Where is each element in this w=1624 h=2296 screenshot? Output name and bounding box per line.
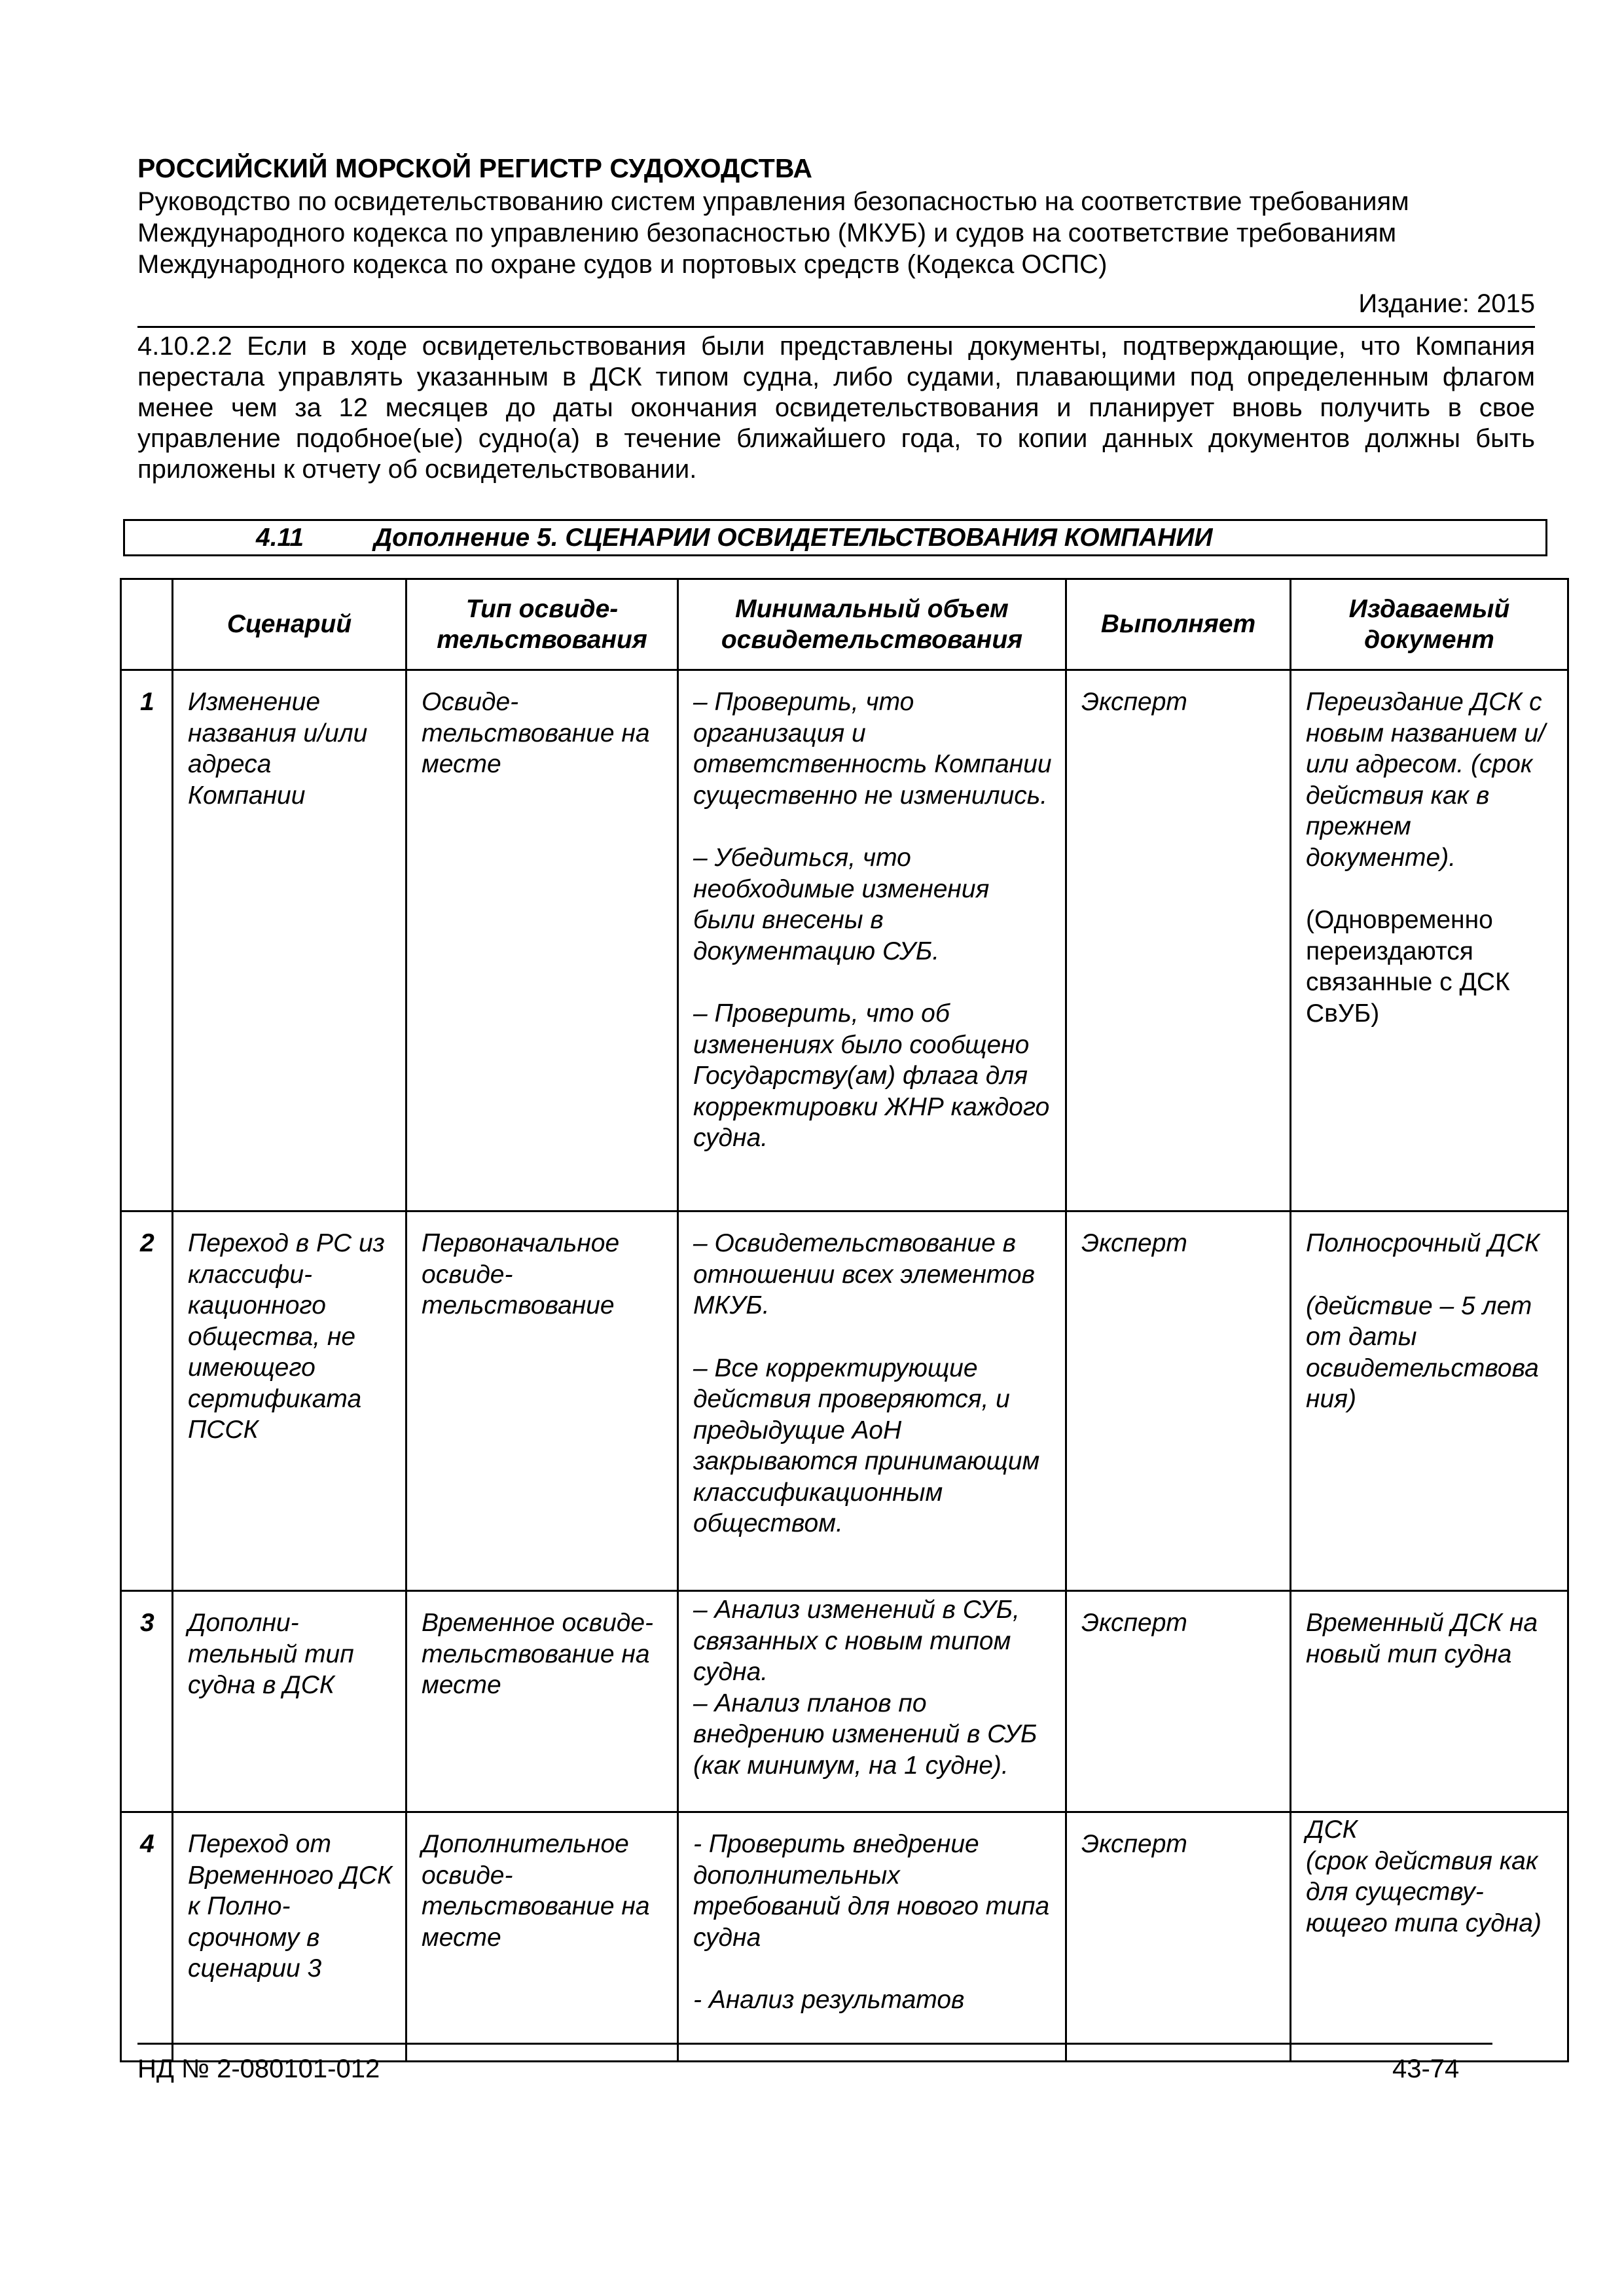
subtitle-line: Международного кодекса по управлению безопасностью (МКУБ) и судов на соответствие требованиям [137, 219, 1397, 247]
document-remark: (Одновременно переиздаются связанные с ДСК СвУБ) [1306, 906, 1510, 1028]
survey-type-cell: Первоначальное освиде- тельствование [406, 1211, 678, 1591]
section-title: Дополнение 5. СЦЕНАРИИ ОСВИДЕТЕЛЬСТВОВАНИЯ КОМПАНИИ [374, 524, 1213, 552]
scenarios-table [120, 578, 1569, 2062]
scenario-cell: Переход в РС из классифи- кационного общества, не имеющего сертификата ПССК [173, 1211, 406, 1591]
document-name: ДСК [1306, 1816, 1358, 1844]
row-number: 3 [121, 1591, 173, 1812]
scope-item: - Проверить внедрение дополнительных требований для нового типа судна [693, 1830, 1050, 1952]
scope-cell [678, 670, 1066, 1211]
scenario-cell: Переход от Временного ДСК к Полно- срочному в сценарии 3 [173, 1812, 406, 2062]
scope-item: – Анализ изменений в СУБ, связанных с новым типом судна. [693, 1596, 1020, 1686]
header-cell-scenario: Сценарий [173, 579, 406, 670]
subtitle-line: Международного кодекса по охране судов и портовых средств (Кодекса ОСПС) [137, 250, 1108, 279]
scope-cell [678, 1812, 1066, 2062]
page-number: 43-74 [1392, 2054, 1460, 2083]
performer-cell: Эксперт [1066, 1812, 1291, 2062]
scope-item: – Убедиться, что необходимые изменения были внесены в документацию СУБ. [693, 844, 990, 965]
header-cell-performer: Выполняет [1066, 579, 1291, 670]
scope-cell [678, 1591, 1066, 1812]
subtitle-line: Руководство по освидетельствованию систем управления безопасностью на соответствие требованиям [137, 187, 1409, 216]
scope-item: – Проверить, что об изменениях было сообщено Государству(ам) флага для корректировки ЖНР каждого судна. [693, 999, 1050, 1152]
table-row [121, 1812, 1568, 2062]
performer-cell: Эксперт [1066, 1591, 1291, 1812]
footer-divider [137, 2043, 1492, 2045]
header-cell-document: Издаваемый документ [1291, 579, 1568, 670]
table-row [121, 1591, 1568, 1812]
document-cell [1291, 1812, 1568, 2062]
survey-type-cell: Временное освиде- тельствование на месте [406, 1591, 678, 1812]
scope-cell [678, 1211, 1066, 1591]
scope-item: – Анализ планов по внедрению изменений в СУБ (как минимум, на 1 судне). [693, 1689, 1038, 1780]
edition-label: Издание: 2015 [1358, 289, 1535, 318]
section-number: 4.11 [256, 524, 304, 552]
document-validity: (срок действия как в прежнем документе). [1306, 750, 1533, 872]
document-name: Полносрочный ДСК [1306, 1229, 1540, 1257]
survey-type-cell: Освиде- тельствование на месте [406, 670, 678, 1211]
section-heading [123, 519, 1547, 556]
table-row [121, 670, 1568, 1211]
scope-item: – Освидетельствование в отношении всех элементов МКУБ. [693, 1229, 1035, 1319]
document-cell: Временный ДСК на новый тип судна [1291, 1591, 1568, 1812]
paragraph-4-10-2-2: 4.10.2.2 Если в ходе освидетельствования были представлены документы, подтверждающие, что Компания перестала управлять указанным в ДСК типом судна, либо судами, плавающими под определенным флагом менее чем за 12 месяцев до даты окончания освидетельствования и планирует вновь получить в свое управление подобное(ые) судно(а) в течение ближайшего года, то копии данных документов должны быть приложены к отчету об освидетельствовании. [137, 332, 1535, 484]
document-validity: (действие – 5 лет от даты освидетельствова ния) [1306, 1291, 1539, 1413]
scope-item: – Все корректирующие действия проверяются, и предыдущие АоН закрываются принимающим классификационным обществом. [693, 1354, 1040, 1537]
scope-item: – Проверить, что организация и ответственность Компании существенно не изменились. [693, 688, 1052, 810]
document-name: Переиздание ДСК с новым названием и/или адресом. [1306, 688, 1545, 778]
document-cell [1291, 670, 1568, 1211]
document-cell [1291, 1211, 1568, 1591]
document-number: НД № 2-080101-012 [137, 2054, 380, 2083]
row-number: 4 [121, 1812, 173, 2062]
scenario-cell: Изменение названия и/или адреса Компании [173, 670, 406, 1211]
performer-cell: Эксперт [1066, 1211, 1291, 1591]
table-row [121, 1211, 1568, 1591]
table-header-row [121, 579, 1568, 670]
header-cell-type: Тип освиде- тельствования [406, 579, 678, 670]
document-validity: (срок действия как для существу- ющего типа судна) [1306, 1846, 1542, 1937]
organization-name: РОССИЙСКИЙ МОРСКОЙ РЕГИСТР СУДОХОДСТВА [137, 153, 813, 183]
header-cell-scope: Минимальный объем освидетельствования [678, 579, 1066, 670]
document-header [137, 152, 1535, 319]
performer-cell: Эксперт [1066, 670, 1291, 1211]
header-cell-number [121, 579, 173, 670]
scope-item: - Анализ результатов [693, 1986, 965, 2014]
survey-type-cell: Дополнительное освиде- тельствование на месте [406, 1812, 678, 2062]
row-number: 1 [121, 670, 173, 1211]
document-subtitle [137, 186, 1535, 280]
scenario-cell: Дополни- тельный тип судна в ДСК [173, 1591, 406, 1812]
row-number: 2 [121, 1211, 173, 1591]
header-divider [137, 326, 1535, 328]
